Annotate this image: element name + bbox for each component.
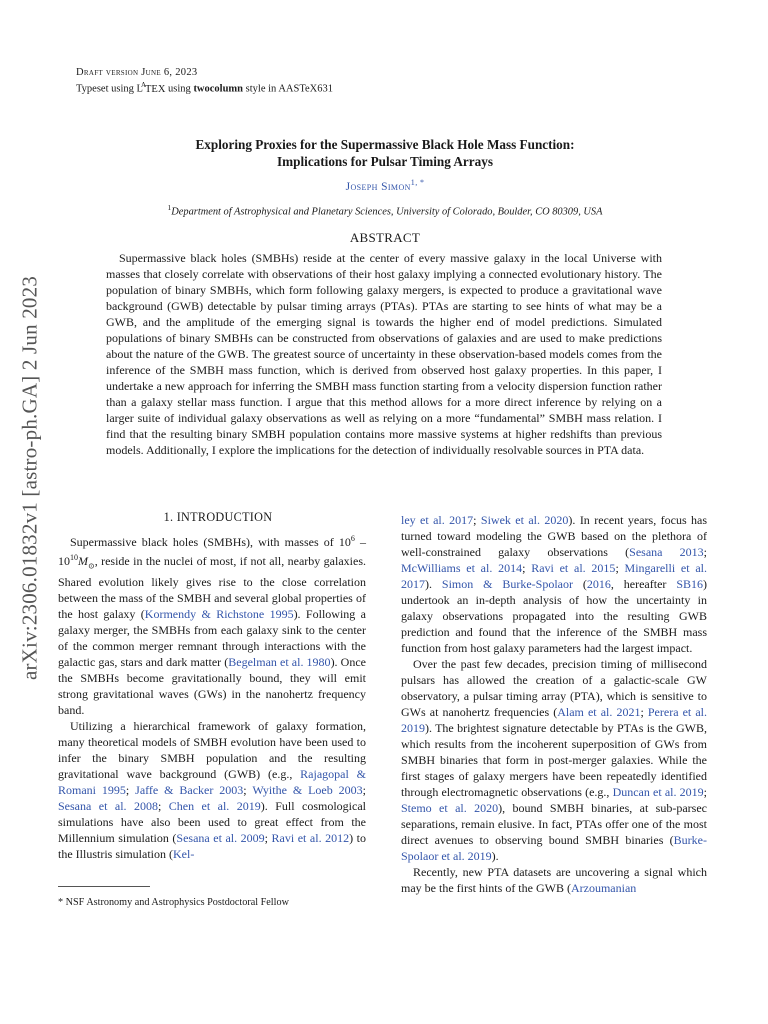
intro-paragraph-4: Over the past few decades, precision timing of millisecond pulsars has allowed the creation of a galactic-scale GW observatory, a pulsar timing array (PTA), which is sensitive to GWs at nanohertz frequencies (Alam et al. 2021; Perera et al. 2019). The brightest signature detectable by PTAs is the GWB, which results from the incoherent superposition of GWs from SMBH binaries that form in post-merger galaxies. While the first stages of galaxy mergers have been repeatedly identified through electromagnetic observations (e.g., Duncan et al. 2019; Stemo et al. 2020), bound SMBH binaries, at sub-parsec separations, remain elusive. In fact, PTAs offer one of the most direct avenues to observing bound SMBH binaries (Burke-Spolaor et al. 2019). [401,657,708,863]
author[interactable]: Joseph Simon$^{1, *}$ [345,178,425,193]
affiliation: $^1$Department of Astrophysical and Planetary Sciences, University of Colorado, Boulder, CO 80309, USA [167,203,603,218]
citation-link[interactable]: Rajagopal & Romani 1995 [58,767,367,798]
citation-link[interactable]: Simon & Burke-Spolaor [441,577,573,591]
citation-link[interactable]: Sesana 2013 [629,545,704,559]
intro-paragraph-1: Supermassive black holes (SMBHs), with masses of $10^6 - 10^{10}M_⊙$, reside in the nuclei of most, if not all, nearby galaxies. Shared evolution likely gives rise to the close correlation between the mass of the SMBH and several global properties of the host galaxy (Kormendy & Richstone 1995). Following a galaxy merger, the SMBHs from each galaxy sink to the center of the common merger remnant through interactions with the galactic gas, stars and dark matter (Begelman et al. 1980). Once the SMBHs become gravitationally bound, they will emit strong gravitational waves (GWs) in the nanohertz frequency band. [58,534,367,718]
intro-paragraph-2: Utilizing a hierarchical framework of galaxy formation, many theoretical models of SMBH evolution have been used to infer the binary SMBH population and the resulting gravitational wave background (GWB) (e.g., Rajagopal & Romani 1995; Jaffe & Backer 2003; Wyithe & Loeb 2003; Sesana et al. 2008; Chen et al. 2019). Full cosmological simulations have also been used to great effect from the Millennium simulation (Sesana et al. 2009; Ravi et al. 2012) to the Illustris simulation (Kel- [58,719,367,862]
draft-version-line: Draft version June 6, 2023 [76,67,198,78]
intro-paragraph-5: Recently, new PTA datasets are uncovering a signal which may be the first hints of the GWB (Arzoumanian [401,865,707,895]
citation-link[interactable]: Mingarelli et al. 2017 [401,561,708,591]
citation-link[interactable]: McWilliams et al. 2014 [401,561,523,575]
right-column [401,512,707,896]
citation-link[interactable]: Kormendy & Richstone 1995 [144,607,294,622]
citation-link[interactable]: Stemo et al. 2020 [401,801,499,815]
paper-title: Exploring Proxies for the Supermassive Black Hole Mass Function: Implications for Pulsar Timing Arrays [195,137,575,169]
abstract-text: Supermassive black holes (SMBHs) reside at the center of every massive galaxy in the local Universe with masses that closely correlate with observations of their host galaxy implying a connected evolutionary history. The population of binary SMBHs, which form following galaxy mergers, is expected to produce a gravitational wave background (GWB) detectable by pulsar timing arrays (PTAs). PTAs are starting to see hints of what may be a GWB, and the amplitude of the emerging signal is towards the higher end of model predictions. Simulated populations of binary SMBHs can be constructed from observations of galaxies and are used to make predictions about the nature of the GWB. The greatest source of uncertainty in these observation-based models comes from the inference of the SMBH mass function, which is derived from observed host galaxy properties. In this paper, I undertake a new approach for inferring the SMBH mass function starting from a velocity dispersion function rather than a galaxy stellar mass function. I argue that this method allows for a more direct inference by relying on a larger suite of individual galaxy observations as well as relying on a more “fundamental” SMBH mass relation. I find that the resulting binary SMBH population contains more massive systems at higher redshifts than previous models. Additionally, I explore the implications for the detection of individually resolvable sources in PTA data. [106,251,662,457]
citation-link[interactable]: ley et al. 2017 [401,513,474,527]
citation-link[interactable]: Begelman et al. 1980 [228,655,331,670]
citation-link[interactable]: Sesana et al. 2009 [176,831,265,846]
citation-link[interactable]: 2016 [586,577,611,591]
footnote: * NSF Astronomy and Astrophysics Postdoctoral Fellow [58,897,289,908]
citation-link[interactable]: Ravi et al. 2015 [531,561,616,575]
typeset-line: Typeset using $L^ATEX$ using twocolumn style in AASTeX631 [76,81,334,95]
intro-paragraph-3: ley et al. 2017; Siwek et al. 2020). In recent years, focus has turned toward modeling the GWB based on the plethora of well-constrained galaxy observations (Sesana 2013; McWilliams et al. 2014; Ravi et al. 2015; Mingarelli et al. 2017). Simon & Burke-Spolaor (2016, hereafter SB16) undertook an in-depth analysis of how the uncertainty in galaxy observations propagated into the resulting GWB prediction and found that the inference of the SMBH mass function from host galaxy parameters had the largest impact. [401,513,708,655]
arxiv-stamp: arXiv:2306.01832v1 [astro-ph.GA] 2 Jun 2023 [17,275,42,680]
citation-link[interactable]: Wyithe & Loeb 2003 [252,783,363,798]
citation-link[interactable]: Sesana et al. 2008 [58,799,158,814]
citation-link[interactable]: Kel- [173,847,195,862]
citation-link[interactable]: Perera et al. 2019 [401,705,707,735]
citation-link[interactable]: Alam et al. 2021 [557,705,641,719]
citation-link[interactable]: Burke-Spolaor et al. 2019 [401,833,707,863]
citation-link[interactable]: SB16 [676,577,703,591]
citation-link[interactable]: Ravi et al. 2012 [271,831,350,846]
citation-link[interactable]: Arzoumanian [570,881,637,895]
citation-link[interactable]: Duncan et al. 2019 [612,785,704,799]
citation-link[interactable]: Siwek et al. 2020 [480,513,569,527]
section-heading-introduction: 1. INTRODUCTION [163,510,273,524]
footnote-rule [58,886,150,887]
citation-link[interactable]: Jaffe & Backer 2003 [135,783,244,798]
citation-link[interactable]: Chen et al. 2019 [168,799,261,814]
left-column [58,531,366,862]
abstract-heading: ABSTRACT [349,230,421,245]
